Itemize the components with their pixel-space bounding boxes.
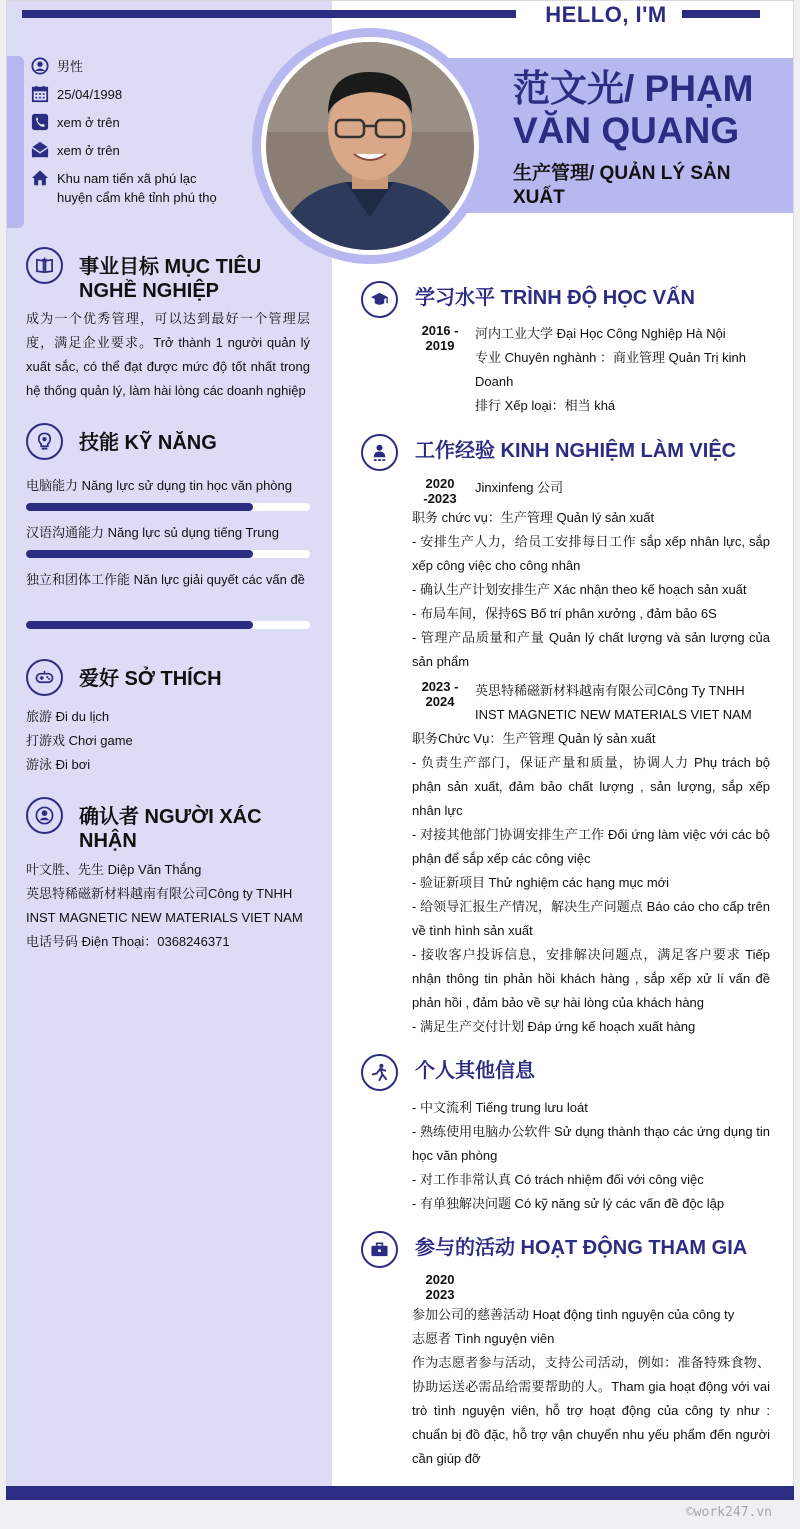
dob-row	[30, 85, 122, 104]
hobby-item: 游泳 Đi bơi	[26, 757, 91, 772]
job-company: Jinxinfeng 公司	[475, 480, 564, 495]
envelope-icon	[30, 141, 50, 159]
dob-text: 25/04/1998	[57, 87, 123, 102]
job-line: - 验证新项目 Thử nghiệm các hạng mục mới	[412, 875, 670, 890]
top-rule-left	[22, 10, 516, 18]
job-line: - 满足生产交付计划 Đáp ứng kế hoạch xuất hàng	[412, 1019, 696, 1034]
hello-heading: HELLO, I'M	[545, 2, 667, 27]
objective-title: 事业目标 MỤC TIÊU NGHỀ NGHIỆP	[79, 256, 262, 302]
reference-phone: 电话号码 Điện Thoại：0368246371	[26, 934, 230, 949]
job-line: 职务Chức Vụ：生产管理 Quản lý sản xuất	[412, 731, 656, 746]
job-year: 2023 - 2024	[421, 679, 459, 709]
experience-title: 工作经验 KINH NGHIỆM LÀM VIỆC	[415, 440, 737, 462]
hobbies-icon	[26, 659, 63, 696]
objective-text: 成为一个优秀管理，可以达到最好一个管理层度，满足企业要求。Trở thành 1 người quản lý xuất sắc, có thể đạt được mức độ tốt nhất trong hệ thống quản lý, làm hài lòng các doanh nghiệp	[26, 311, 310, 398]
education-title: 学习水平 TRÌNH ĐỘ HỌC VẤN	[415, 287, 695, 309]
profile-photo-image	[266, 42, 474, 250]
activities-line: 志愿者 Tình nguyện viên	[412, 1331, 555, 1346]
hobbies-title: 爱好 SỞ THÍCH	[79, 668, 222, 690]
full-name: 范文光/ PHẠM VĂN QUANG	[513, 68, 754, 151]
job-company: 英思特稀磁新材料越南有限公司Công Ty TNHH INST MAGNETIC NEW MATERIALS VIET NAM	[475, 683, 752, 722]
contact-accent-strip	[6, 56, 24, 228]
other-info-line: - 有单独解决问题 Có kỹ năng sử lý các vấn đề độc lập	[412, 1196, 725, 1211]
job-line: - 对接其他部门协调安排生产工作 Đối ứng làm việc với các bộ phận để sắp xếp các công việc	[412, 827, 770, 866]
education-line: 河内工业大学 Đại Học Công Nghiệp Hà Nội	[475, 326, 726, 341]
footer-bar	[6, 1486, 794, 1500]
reference-icon	[26, 797, 63, 834]
experience-icon	[361, 434, 398, 471]
job-line: 职务 chức vụ：生产管理 Quản lý sản xuất	[412, 510, 655, 525]
job-line: - 确认生产计划安排生产 Xác nhận theo kế hoạch sản xuất	[412, 582, 747, 597]
phone-row	[30, 113, 120, 132]
gender-row	[30, 57, 83, 76]
other-info-line: - 中文流利 Tiếng trung lưu loát	[412, 1100, 588, 1115]
skill-bar	[26, 503, 310, 511]
profile-photo	[261, 37, 479, 255]
skill-label: 独立和团体工作能 Năn lực giải quyết các vấn đề	[26, 572, 305, 587]
address-row	[30, 169, 220, 207]
email-row	[30, 141, 120, 160]
job-title: 生产管理/ QUẢN LÝ SẢN XUẤT	[513, 163, 731, 208]
job-line: - 接收客户投诉信息，安排解决问题点，满足客户要求 Tiếp nhận thông tin phản hồi khách hàng , sắp xếp xử lí vấn đề phản hồi , đảm bảo về sự hài lòng của khách hàng	[412, 947, 770, 1010]
skill-label: 汉语沟通能力 Năng lực sủ dụng tiếng Trung	[26, 525, 279, 540]
education-year: 2016 - 2019	[421, 323, 459, 353]
education-line: 排行 Xếp loại：相当 khá	[475, 398, 616, 413]
job-line: - 负责生产部门，保证产量和质量，协调人力 Phụ trách bộ phận sản xuất, đảm bảo chất lượng , sản lượng, sắp xếp nhân lực	[412, 755, 770, 818]
phone-icon	[30, 113, 50, 131]
activities-line: 参加公司的慈善活动 Hoạt động tình nguyện của công ty	[412, 1307, 735, 1322]
calendar-icon	[30, 85, 50, 103]
reference-title: 确认者 NGƯỜI XÁC NHẬN	[79, 806, 262, 852]
reference-company: 英思特稀磁新材料越南有限公司Công ty TNHH INST MAGNETIC NEW MATERIALS VIET NAM	[26, 886, 303, 925]
job-line: - 给领导汇报生产情况，解决生产问题点 Báo cáo cho cấp trên về tình hình sản xuất	[412, 899, 770, 938]
watermark: ©work247.vn	[685, 1505, 772, 1520]
activities-year: 2020 2023	[425, 1272, 455, 1302]
other-info-line: - 熟练使用电脑办公软件 Sử dụng thành thạo các ứng dụng tin học văn phòng	[412, 1124, 770, 1163]
skill-label: 电脑能力 Năng lực sử dụng tin học văn phòng	[26, 478, 292, 493]
skill-bar-fill	[26, 621, 253, 629]
education-line: 专业 Chuyên nghành ：商业管理 Quản Trị kinh Doanh	[475, 350, 746, 389]
home-icon	[30, 169, 50, 187]
top-rule-right	[682, 10, 760, 18]
skills-title: 技能 KỸ NĂNG	[79, 432, 217, 454]
skill-bar-fill	[26, 503, 253, 511]
other-info-icon	[361, 1054, 398, 1091]
user-icon	[30, 57, 50, 75]
hobby-item: 旅游 Đi du lịch	[26, 709, 110, 724]
skill-bar	[26, 550, 310, 558]
hobby-item: 打游戏 Chơi game	[26, 733, 133, 748]
job-line: - 安排生产人力，给员工安排每日工作 sắp xếp nhân lực, sắp xếp công việc cho công nhân	[412, 534, 770, 573]
job-year: 2020 -2023	[423, 476, 457, 506]
skills-icon	[26, 423, 63, 460]
phone-text: xem ở trên	[57, 115, 120, 130]
address-text: Khu nam tiến xã phú lạc huyện cẩm khê tỉnh phú thọ	[57, 171, 217, 205]
resume-page	[6, 0, 794, 1500]
activities-title: 参与的活动 HOẠT ĐỘNG THAM GIA	[415, 1237, 748, 1259]
reference-name: 叶文胜、先生 Diệp Văn Thắng	[26, 862, 202, 877]
other-info-line: - 对工作非常认真 Có trách nhiệm đối với công việc	[412, 1172, 704, 1187]
skill-bar-fill	[26, 550, 253, 558]
gender-text: 男性	[57, 59, 84, 74]
job-line: - 管理产品质量和产量 Quản lý chất lượng và sản lượng của sản phẩm	[412, 630, 770, 669]
education-icon	[361, 281, 398, 318]
skill-bar	[26, 621, 310, 629]
objective-icon	[26, 247, 63, 284]
email-text: xem ở trên	[57, 143, 120, 158]
job-line: - 布局车间，保持6S Bố trí phân xưởng , đảm bảo 6S	[412, 606, 717, 621]
activities-line: 作为志愿者参与活动，支持公司活动，例如：准备特殊食物、协助运送必需品给需要帮助的人。Tham gia hoạt động với vai trò tình nguyện viên, hỗ trợ hoạt động của công ty như : chuẩn bị đồ đặc, hỗ trợ vận chuyển nhu yếu phẩm đến người cần giúp đỡ	[412, 1355, 770, 1466]
activities-icon	[361, 1231, 398, 1268]
other-info-title: 个人其他信息	[415, 1060, 535, 1082]
